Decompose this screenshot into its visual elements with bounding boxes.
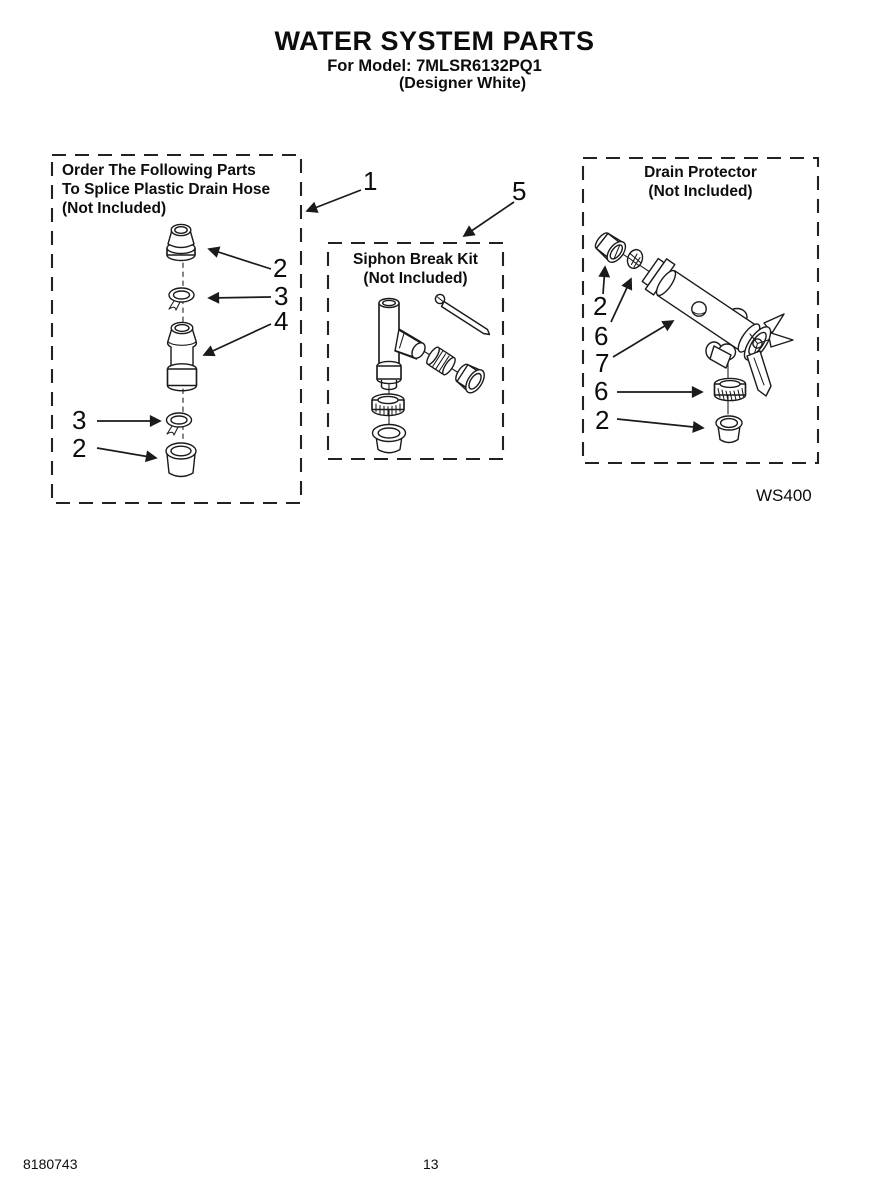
siphon-standpipe-drawing (377, 299, 428, 390)
drain-coupling-bottom-drawing (716, 416, 742, 443)
callout-drain-6-top: 6 (594, 321, 609, 351)
callout-drain-2-bottom: 2 (595, 405, 610, 435)
siphon-box-title-line2: (Not Included) (363, 270, 468, 288)
drain-box-title-line2: (Not Included) (648, 183, 753, 201)
doc-number: 8180743 (23, 1156, 78, 1172)
splice-box-title (62, 161, 302, 219)
callout-1: 1 (363, 166, 378, 196)
siphon-coupling-drawing (452, 360, 488, 396)
color-subtitle: (Designer White) (398, 75, 527, 92)
drain-box-title-line1: Drain Protector (644, 164, 757, 181)
callout-splice-3-bottom: 3 (72, 405, 87, 435)
siphon-clamp-ring-drawing (372, 394, 404, 416)
callout-5: 5 (512, 176, 527, 206)
hose-clamp-lower-drawing (167, 413, 192, 435)
splice-box-title-line3: (Not Included) (62, 200, 167, 218)
drain-valve-body-drawing (640, 255, 793, 396)
drain-coupling-top-drawing (591, 229, 629, 266)
splice-connector-drawing (168, 322, 197, 390)
splice-box-title-line2: To Splice Plastic Drain Hose (62, 181, 271, 199)
cable-tie-drawing (435, 294, 489, 334)
callout-drain-7: 7 (595, 348, 610, 378)
callout-splice-2-top: 2 (273, 253, 288, 283)
siphon-clamp-drawing (425, 345, 458, 376)
siphon-parts-drawing (372, 294, 490, 452)
siphon-box-title-line1: Siphon Break Kit (353, 251, 478, 268)
siphon-cup-coupling-drawing (373, 425, 406, 453)
siphon-box-title (328, 250, 503, 288)
hose-clamp-upper-drawing (169, 288, 194, 310)
splice-box-title-line1: Order The Following Parts (62, 162, 256, 179)
callout-splice-4: 4 (274, 306, 289, 336)
callout-splice-2-bottom: 2 (72, 433, 87, 463)
callout-drain-2-top: 2 (593, 291, 608, 321)
drain-clamp-band-drawing (715, 378, 746, 400)
splice-parts-drawing (166, 224, 197, 476)
drain-protector-drawing (591, 229, 793, 443)
drain-box-title (583, 163, 818, 201)
hose-coupling-bottom-drawing (166, 443, 196, 477)
page-title: WATER SYSTEM PARTS (274, 26, 595, 56)
diagram-code: WS400 (756, 486, 812, 505)
model-subtitle: For Model: 7MLSR6132PQ1 (327, 57, 542, 75)
page-number: 13 (423, 1156, 439, 1172)
callout-splice-3-top: 3 (274, 281, 289, 311)
hose-coupling-top-drawing (167, 224, 195, 260)
callout-drain-6-bottom: 6 (594, 376, 609, 406)
